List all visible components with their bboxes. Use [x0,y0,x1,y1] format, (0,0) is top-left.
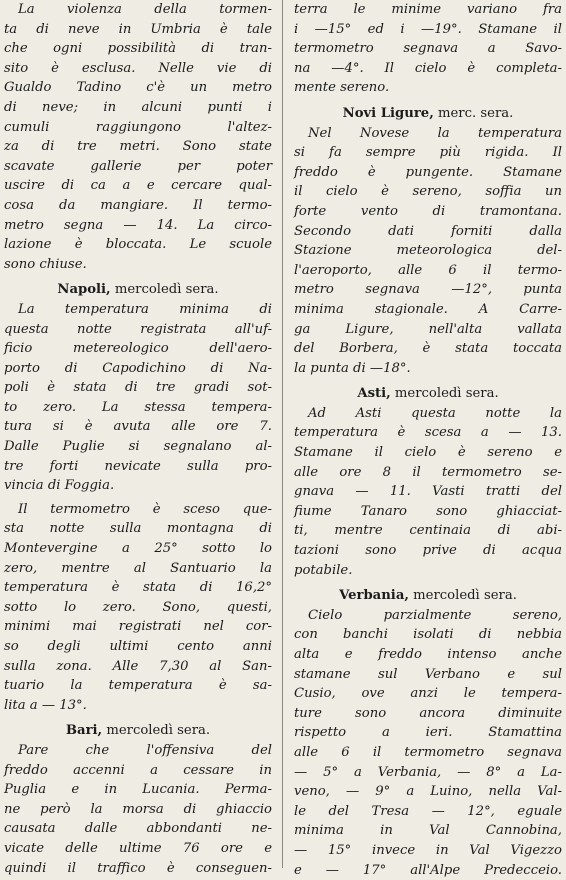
text-line: lazione è bloccata. Le scuole [4,237,272,253]
verbania-paragraph [294,606,562,880]
text-line: porto di Capodichino di Na- [4,360,272,376]
text-line: La temperatura minima di [18,301,272,317]
text-line: freddo accenni a cessare in [4,762,272,778]
text-line: minima stagionale. A Carre- [294,301,562,317]
text-line: Stamane il cielo è sereno e [294,445,562,461]
dateline-time: mercoledì sera. [106,723,211,739]
text-line: che ogni possibilità di tran- [4,41,272,57]
text-line: sotto lo zero. Sono, questi, [4,599,272,615]
text-line: fiume Tanaro sono ghiacciat- [294,503,562,519]
text-line: vincia di Foggia. [4,478,115,494]
bari-paragraph [4,741,272,878]
dateline-time: mercoledì sera. [114,282,219,298]
text-line: tazioni sono prive di acqua [294,543,562,559]
text-line: sono chiuse. [4,256,87,272]
text-line: ficio metereologico dell'aero- [4,341,272,357]
text-line: Cusio, ove anzi le tempera- [294,686,562,702]
dateline-place: Bari, [65,723,103,739]
text-line: Pare che l'offensiva del [18,742,272,758]
text-line: Ad Asti questa notte la [308,405,562,421]
text-line: tuario la temperatura è sa- [4,678,272,694]
text-line: le del Tresa — 12°, eguale [294,803,562,819]
dateline-time: mercoledì sera. [394,386,499,402]
umbria-paragraph [4,0,272,274]
text-line: temperatura è stata di 16,2° [4,580,272,596]
text-line: Il termometro è sceso que- [18,501,272,517]
text-line: Secondo dati forniti dalla [294,223,562,239]
dateline-place: Verbania, [339,588,409,604]
text-line: — 15° invece in Val Vigezzo [294,842,562,858]
text-line: l'aeroporto, alle 6 il termo- [294,262,562,278]
dateline-place: Napoli, [57,282,111,298]
text-line: ti, mentre centinaia di abi- [294,523,562,539]
text-line: di neve; in alcuni punti i [4,99,272,115]
text-line: si fa sempre più rigida. Il [294,145,562,161]
text-line: to zero. La stessa tempera- [4,399,272,415]
novi-ligure-dateline [294,104,562,124]
text-line: alle ore 8 il termometro se- [294,464,562,480]
text-line: Montevergine a 25° sotto lo [4,541,272,557]
text-line: uscire di ca a e cercare qual- [4,178,272,194]
text-line: sito è esclusa. Nelle vie di [4,60,272,76]
text-line: — 5° a Verbania, — 8° a La- [294,764,562,780]
dateline-time: merc. sera. [438,105,514,121]
asti-dateline [294,384,562,404]
column-divider [282,0,283,868]
text-line: poli è stata di tre gradi sot- [4,380,272,396]
text-line: la punta di —18°. [294,360,411,376]
text-line: Cielo parzialmente sereno, [308,607,562,623]
text-line: veno, — 9° a Luino, nella Val- [294,784,562,800]
text-line: so degli ultimi cento anni [4,639,272,654]
text-line: Stazione meteorologica del- [294,243,562,259]
text-line: lita a — 13°. [4,697,87,713]
text-line: tura si è avuta alle ore 7. [4,419,272,435]
text-line: tre forti nevicate sulla pro- [4,458,272,474]
text-line: zero, mentre al Santuario la [4,560,272,576]
savona-paragraph [294,0,562,98]
text-line: Dalle Puglie si segnalano al- [4,439,272,455]
napoli-paragraph [4,300,272,496]
text-line: minimi mai registrati nel cor- [4,619,272,635]
novi-ligure-paragraph [294,124,562,379]
text-line: minima in Val Cannobina, [294,823,562,839]
text-line: quindi il traffico è conseguen- [4,860,272,876]
asti-paragraph [294,404,562,580]
text-line: potabile. [294,562,353,578]
text-line: na —4°. Il cielo è completa- [294,60,562,76]
text-line: ta di neve in Umbria è tale [4,21,272,37]
text-line: alle 6 il termometro segnava [294,744,562,760]
verbania-dateline [294,586,562,606]
text-line: Puglia e in Lucania. Perma- [4,782,272,798]
dateline-time: mercoledì sera. [413,588,517,604]
text-line: metro segnava —12°, punta [294,282,562,298]
text-line: sta notte sulla montagna di [4,521,272,537]
text-line: i —15° ed i —19°. Stamane il [294,21,562,37]
text-line: Gualdo Tadino c'è un metro [4,80,272,96]
text-line: causata dalle abbondanti ne- [4,821,272,837]
text-line: e — 17° all'Alpe Predecceio. [294,862,562,878]
text-line: terra le minime variano fra [294,2,562,17]
dateline-place: Asti, [357,386,391,402]
text-line: rispetto a ieri. Stamattina [294,725,562,741]
text-line: mente sereno. [294,80,390,96]
text-line: vicate delle ultime 76 ore e [4,840,272,856]
text-line: il cielo è sereno, soffia un [294,184,562,200]
dateline-place: Novi Ligure, [342,105,434,121]
text-line: gnava — 11. Vasti tratti del [294,484,562,500]
text-line: scavate gallerie per poter [4,158,272,174]
left-column [4,0,272,876]
text-line: metro segna — 14. La circo- [4,217,272,233]
right-column [294,0,562,878]
text-line: temperatura è scesa a — 13. [294,425,562,441]
text-line: La violenza della tormen- [18,2,272,17]
text-line: alta e freddo intenso anche [294,647,562,662]
text-line: forte vento di tramontana. [294,203,562,219]
text-line: freddo è pungente. Stamane [294,164,562,180]
text-line: stamane sul Verbano e sul [294,666,562,682]
bari-dateline [4,721,272,741]
napoli-dateline [4,280,272,300]
text-line: ga Ligure, nell'alta vallata [294,321,562,337]
text-line: del Borbera, è stata toccata [294,341,562,357]
text-line: sulla zona. Alle 7,30 al San- [4,658,272,674]
text-line: con banchi isolati di nebbia [294,627,562,643]
text-line: cumuli raggiungono l'altez- [4,119,272,135]
text-line: za di tre metri. Sono state [4,139,272,155]
text-line: ture sono ancora diminuite [294,705,562,721]
text-line: cosa da mangiare. Il termo- [4,197,272,213]
text-line: questa notte registrata all'uf- [4,321,272,337]
text-line: ne però la morsa di ghiaccio [4,801,272,817]
text-line: Nel Novese la temperatura [308,125,562,141]
text-line: termometro segnava a Savo- [294,41,562,57]
montevergine-paragraph [4,500,272,716]
